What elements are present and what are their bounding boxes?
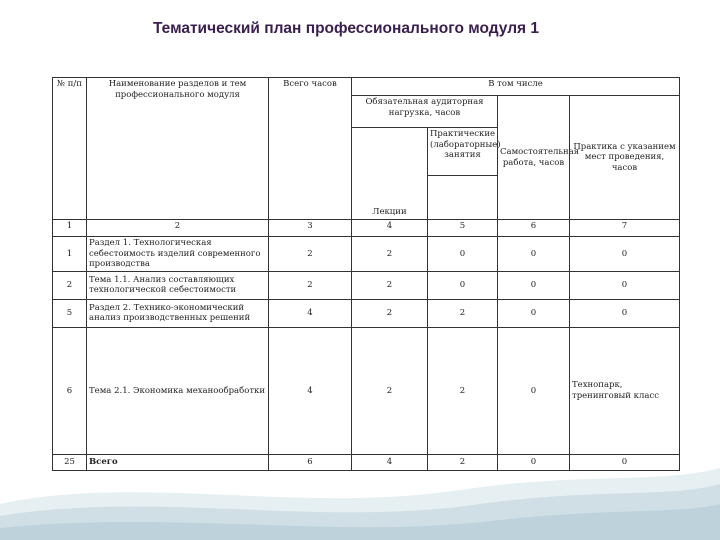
row-total: 2 [269, 237, 352, 272]
row-independent: 0 [498, 271, 570, 299]
header-name: Наименование разделов и тем профессионального модуля [87, 78, 269, 220]
table-row [53, 327, 680, 454]
row-practical: 2 [428, 327, 498, 454]
table-row [53, 271, 680, 299]
column-number: 1 [53, 220, 87, 237]
row-lectures: 2 [352, 237, 428, 272]
table-row [53, 299, 680, 327]
column-number: 5 [428, 220, 498, 237]
row-name: Тема 1.1. Анализ составляющих технологической себестоимости [87, 271, 269, 299]
row-total: 6 [269, 454, 352, 470]
row-independent: 0 [498, 299, 570, 327]
header-num: № п/п [53, 78, 87, 220]
header-total: Всего часов [269, 78, 352, 220]
row-total: 4 [269, 327, 352, 454]
row-lectures: 2 [352, 327, 428, 454]
thematic-plan-table [52, 77, 680, 471]
row-num: 25 [53, 454, 87, 470]
column-number: 6 [498, 220, 570, 237]
header-mandatory: Обязательная аудиторная нагрузка, часов [352, 96, 498, 128]
header-practical-filler [428, 176, 498, 220]
row-lectures: 2 [352, 299, 428, 327]
row-practice: 0 [570, 454, 680, 470]
row-practice: Технопарк, тренинговый класс [570, 327, 680, 454]
page-title: Тематический план профессионального модуля 1 [152, 20, 540, 37]
table-row [53, 237, 680, 272]
row-num: 6 [53, 327, 87, 454]
row-independent: 0 [498, 237, 570, 272]
column-number: 7 [570, 220, 680, 237]
row-total: 2 [269, 271, 352, 299]
row-num: 1 [53, 237, 87, 272]
row-independent: 0 [498, 454, 570, 470]
header-practical: Практические (лабораторные) занятия [428, 128, 498, 176]
row-practice: 0 [570, 237, 680, 272]
row-name: Раздел 2. Технико-экономический анализ производственных решений [87, 299, 269, 327]
row-practical: 0 [428, 237, 498, 272]
column-number: 3 [269, 220, 352, 237]
row-name: Всего [87, 454, 269, 470]
row-independent: 0 [498, 327, 570, 454]
row-num: 2 [53, 271, 87, 299]
row-lectures: 4 [352, 454, 428, 470]
column-number: 2 [87, 220, 269, 237]
row-practice: 0 [570, 299, 680, 327]
row-practical: 2 [428, 454, 498, 470]
column-number: 4 [352, 220, 428, 237]
row-name: Раздел 1. Технологическая себестоимость изделий современного производства [87, 237, 269, 272]
column-numbers-row [53, 220, 680, 237]
row-practical: 0 [428, 271, 498, 299]
row-num: 5 [53, 299, 87, 327]
row-practical: 2 [428, 299, 498, 327]
decorative-waves [0, 454, 720, 540]
header-lectures: Лекции [352, 128, 428, 220]
header-including: В том числе [352, 78, 680, 96]
header-independent: Самостоятельная работа, часов [498, 96, 570, 220]
row-total: 4 [269, 299, 352, 327]
row-lectures: 2 [352, 271, 428, 299]
row-name: Тема 2.1. Экономика механообработки [87, 327, 269, 454]
row-practice: 0 [570, 271, 680, 299]
header-practice: Практика с указанием мест проведения, часов [570, 96, 680, 220]
